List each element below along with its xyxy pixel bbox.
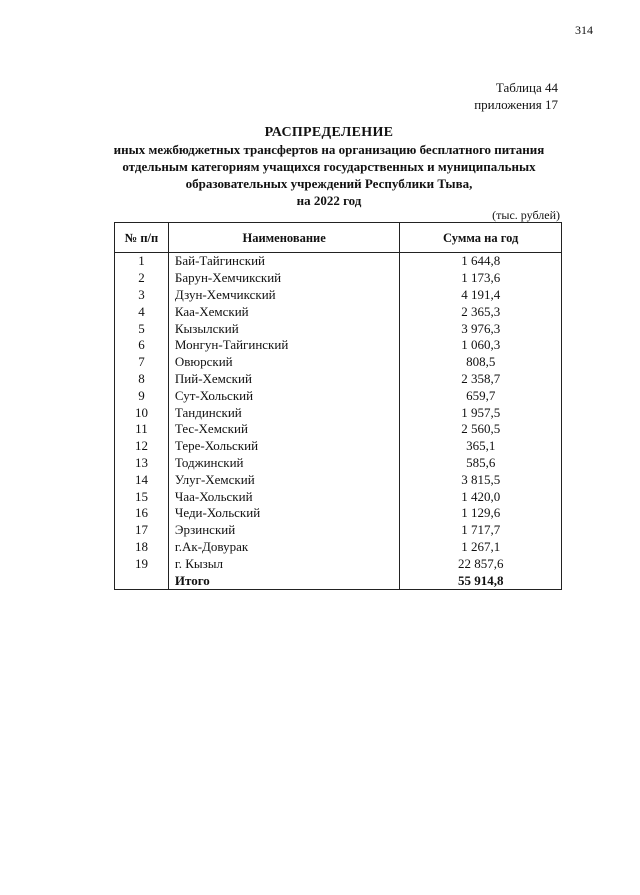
total-label: Итого — [168, 572, 400, 589]
document-title — [100, 124, 558, 209]
row-name: Кызылский — [168, 320, 400, 337]
row-sum: 365,1 — [400, 438, 562, 455]
row-number: 16 — [115, 505, 169, 522]
row-name: Пий-Хемский — [168, 371, 400, 388]
row-sum: 1 644,8 — [400, 253, 562, 270]
table-row — [115, 421, 562, 438]
table-row — [115, 488, 562, 505]
table-row — [115, 555, 562, 572]
row-name: Каа-Хемский — [168, 303, 400, 320]
row-sum: 808,5 — [400, 354, 562, 371]
row-number: 10 — [115, 404, 169, 421]
row-name: Овюрский — [168, 354, 400, 371]
distribution-table — [114, 222, 562, 590]
row-name: Тоджинский — [168, 455, 400, 472]
header-name: Наименование — [168, 223, 400, 253]
row-number: 13 — [115, 455, 169, 472]
row-sum: 659,7 — [400, 387, 562, 404]
table-row — [115, 455, 562, 472]
units-label: (тыс. рублей) — [492, 208, 560, 222]
row-sum: 1 957,5 — [400, 404, 562, 421]
row-name: Сут-Хольский — [168, 387, 400, 404]
table-row — [115, 438, 562, 455]
header-number: № п/п — [115, 223, 169, 253]
table-row — [115, 270, 562, 287]
row-number: 19 — [115, 555, 169, 572]
table-row — [115, 471, 562, 488]
row-number: 18 — [115, 539, 169, 556]
row-number: 9 — [115, 387, 169, 404]
row-sum: 1 129,6 — [400, 505, 562, 522]
table-row — [115, 371, 562, 388]
row-name: Тес-Хемский — [168, 421, 400, 438]
total-row — [115, 572, 562, 589]
row-sum: 3 976,3 — [400, 320, 562, 337]
table-row — [115, 303, 562, 320]
row-sum: 2 365,3 — [400, 303, 562, 320]
row-name: Тандинский — [168, 404, 400, 421]
table-row — [115, 404, 562, 421]
row-name: Дзун-Хемчикский — [168, 287, 400, 304]
page-number: 314 — [575, 23, 593, 37]
table-body — [115, 253, 562, 590]
table-row — [115, 505, 562, 522]
row-name: Монгун-Тайгинский — [168, 337, 400, 354]
row-number: 4 — [115, 303, 169, 320]
row-sum: 3 815,5 — [400, 471, 562, 488]
row-number: 5 — [115, 320, 169, 337]
row-name: Тере-Хольский — [168, 438, 400, 455]
row-sum: 1 420,0 — [400, 488, 562, 505]
row-number: 1 — [115, 253, 169, 270]
row-name: Эрзинский — [168, 522, 400, 539]
row-number: 12 — [115, 438, 169, 455]
row-number: 2 — [115, 270, 169, 287]
row-sum: 2 560,5 — [400, 421, 562, 438]
title-line-2: отдельным категориям учащихся государственных и муниципальных — [122, 159, 536, 174]
row-number: 7 — [115, 354, 169, 371]
table-row — [115, 354, 562, 371]
title-line-1: иных межбюджетных трансфертов на организацию бесплатного питания — [113, 142, 545, 157]
table-row — [115, 522, 562, 539]
row-sum: 1 717,7 — [400, 522, 562, 539]
title-line-3: образовательных учреждений Республики Тыва, — [185, 176, 473, 191]
row-sum: 1 060,3 — [400, 337, 562, 354]
row-name: г.Ак-Довурак — [168, 539, 400, 556]
total-number-cell — [115, 572, 169, 589]
row-number: 6 — [115, 337, 169, 354]
table-row — [115, 320, 562, 337]
table-row — [115, 287, 562, 304]
table-row — [115, 253, 562, 270]
row-sum: 1 267,1 — [400, 539, 562, 556]
title-line-4: на 2022 год — [296, 193, 362, 208]
row-name: Улуг-Хемский — [168, 471, 400, 488]
table-ref-line1: Таблица 44 — [495, 80, 558, 95]
row-name: Барун-Хемчикский — [168, 270, 400, 287]
table-ref-line2: приложения 17 — [474, 97, 558, 112]
row-sum: 2 358,7 — [400, 371, 562, 388]
row-number: 17 — [115, 522, 169, 539]
row-number: 3 — [115, 287, 169, 304]
row-number: 15 — [115, 488, 169, 505]
table-header-row — [115, 223, 562, 253]
table-reference — [474, 79, 558, 113]
row-sum: 4 191,4 — [400, 287, 562, 304]
title-main: РАСПРЕДЕЛЕНИЕ — [264, 125, 394, 140]
row-sum: 585,6 — [400, 455, 562, 472]
table-row — [115, 387, 562, 404]
table-row — [115, 337, 562, 354]
row-sum: 22 857,6 — [400, 555, 562, 572]
table-row — [115, 539, 562, 556]
row-name: Бай-Тайгинский — [168, 253, 400, 270]
row-name: Чаа-Хольский — [168, 488, 400, 505]
row-sum: 1 173,6 — [400, 270, 562, 287]
row-number: 8 — [115, 371, 169, 388]
row-number: 14 — [115, 471, 169, 488]
row-name: Чеди-Хольский — [168, 505, 400, 522]
header-sum: Сумма на год — [400, 223, 562, 253]
total-value: 55 914,8 — [400, 572, 562, 589]
row-number: 11 — [115, 421, 169, 438]
row-name: г. Кызыл — [168, 555, 400, 572]
